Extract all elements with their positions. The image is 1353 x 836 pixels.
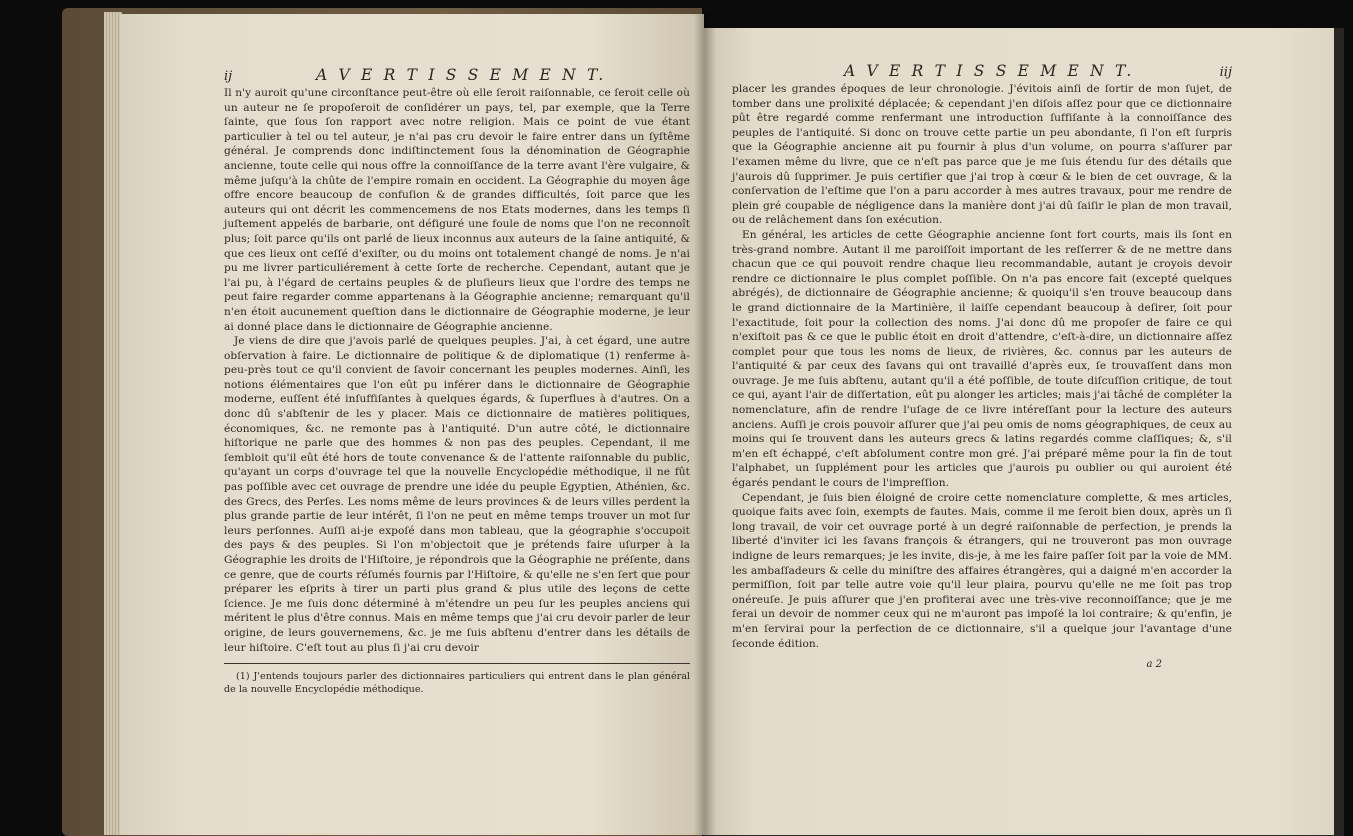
left-page bbox=[120, 14, 704, 835]
right-running-title: A V E R T I S S E M E N T. bbox=[844, 62, 1135, 80]
right-page bbox=[704, 28, 1334, 835]
right-paragraph-3: Cependant, je ſuis bien éloigné de croire cette nomenclature complette, & mes articles, quoique faits avec ſoin, exempts de fautes. Mais, comme il me ſeroit bien doux, après un ſi long travail, de voir cet ouvrage porté à un degré raiſonnable de perfection, je prends la liberté d'inviter ici les ſavans françois & étrangers, qui ne trouveront pas mon ouvrage indigne de leurs remarques; je les invite, dis-je, à me les faire paſſer ſoit par la voie de MM. les ambaſſadeurs & celle du miniſtre des affaires étrangères, qui a daigné m'en accorder la permiſſion, ſoit par telle autre voie qu'il leur plaira, pourvu qu'elle ne me ſoit pas trop onéreuſe. Je puis aſſurer que j'en profiterai avec une très-vive reconnoiſſance; que je me ferai un devoir de nommer ceux qui ne m'auront pas impoſé la loi contraire; & qu'enfin, je m'en ſervirai pour la perfection de ce dictionnaire, s'il a quelque jour l'avantage d'une ſeconde édition. bbox=[732, 491, 1232, 650]
right-paragraph-1: placer les grandes époques de leur chronologie. J'évitois ainſi de ſortir de mon ſujet, de tomber dans une prolixité déplacée; & cependant j'en diſois aſſez pour que ce dictionnaire pût être regardé comme renfermant une introduction ſuffiſante à la connoiſſance des peuples de l'antiquité. Si donc on trouve cette partie un peu abondante, ſi l'on eſt ſurpris que la Géographie ancienne ait pu fournir à plus d'un volume, on pourra s'aſſurer par l'examen même du livre, que ce n'eſt pas parce que je me ſuis étendu ſur des détails que j'aurois dû ſupprimer. Je puis certifier que j'ai trop à cœur & le bien de cet ouvrage, & la conſervation de l'eſtime que l'on a paru accorder à mes autres travaux, pour me rendre de plein gré coupable de négligence dans la manière dont j'ai dû ſaiſir le plan de mon travail, ou de relâchement dans ſon exécution. bbox=[732, 83, 1232, 227]
signature-mark: a 2 bbox=[1146, 659, 1162, 671]
book-gutter bbox=[694, 14, 716, 835]
left-paragraph-2: Je viens de dire que j'avois parlé de quelques peuples. J'ai, à cet égard, une autre obſervation à faire. Le dictionnaire de politique & de diplomatique (1) renferme à-peu-près tout ce qu'il convient de ſavoir concernant les peuples modernes. Ainſi, les notions élémentaires que l'on eût pu inférer dans le dictionnaire de Géographie moderne, euſſent été inſuffiſantes à quelques égards, & ſuperflues à d'autres. On a donc dû s'abſtenir de les y placer. Mais ce dictionnaire de matières politiques, économiques, &c. ne remonte pas à l'antiquité. D'un autre côté, le dictionnaire hiſtorique ne parle que des hommes & non pas des peuples. Cependant, il me ſembloit qu'il eût été hors de toute convenance & de l'attente raiſonnable du public, qu'ayant un corps d'ouvrage tel que la nouvelle Encyclopédie méthodique, il ne fût pas poſſible avec cet ouvrage de prendre une idée du peuple Egyptien, Athénien, &c. des Grecs, des Perſes. Les noms même de leurs provinces & de leurs villes perdent la plus grande partie de leur intérêt, ſi l'on ne peut en même temps trouver un mot ſur leurs perſonnes. Auſſi ai-je expoſé dans mon tableau, que la géographie s'occupoit des pays & des peuples. Si l'on m'objectoit que je prétends faire uſurper à la Géographie les droits de l'Hiſtoire, je répondrois que la Géographie ne préſente, dans ce genre, que de courts réſumés fournis par l'Hiſtoire, & qu'elle ne s'en ſert que pour préparer les eſprits à tirer un parti plus grand & plus utile des leçons de cette ſcience. Je me ſuis donc déterminé à m'étendre un peu ſur les peuples anciens qui méritent le plus d'être connus. Mais en même temps que j'ai cru devoir parler de leur origine, de leurs gouvernemens, &c. je me ſuis abſtenu d'entrer dans les détails de leur hiſtoire. C'eſt tout au plus ſi j'ai cru devoir bbox=[224, 335, 690, 654]
left-footnote: (1) J'entends toujours parler des dictionnaires particuliers qui entrent dans le plan général de la nouvelle Encyclopédie méthodique. bbox=[224, 671, 690, 696]
left-running-head bbox=[224, 66, 690, 84]
left-running-title: A V E R T I S S E M E N T. bbox=[316, 66, 607, 84]
left-page-number: ij bbox=[224, 69, 233, 84]
left-paragraph-1: Il n'y auroit qu'une circonſtance peut-être où elle ſeroit raiſonnable, ce ſeroit celle où un auteur ne ſe propoſeroit de conſidérer un pays, tel, par exemple, que la Terre ſainte, que ſous ſon rapport avec notre religion. Mais ce point de vue étant particulier à tel ou tel auteur, je n'ai pas cru devoir le faire entrer dans un ſyſtême général. Je comprends donc indiſtinctement ſous la dénomination de Géographie ancienne, toute celle qui nous offre la connoiſſance de la terre avant l'ère vulgaire, & même juſqu'à la chûte de l'empire romain en occident. La Géographie du moyen âge offre encore beaucoup de confuſion & de grandes difficultés, ſoit parce que les auteurs qui ont décrit les commencemens de nos Etats modernes, dans les temps ſi juſtement appelés de barbarie, ont défiguré une foule de noms que l'on ne reconnoît plus; ſoit parce qu'ils ont parlé de lieux inconnus aux auteurs de la ſaine antiquité, & que ces lieux ont ceſſé d'exiſter, ou du moins ont totalement changé de noms. Je n'ai pu me livrer particuliérement à cette ſorte de recherche. Cependant, autant que je l'ai pu, à l'égard de certains peuples & de pluſieurs lieux que l'ordre des temps ne peut faire regarder comme appartenans à la Géographie ancienne; remarquant qu'il n'en étoit aucunement queſtion dans le dictionnaire de Géographie moderne, je leur ai donné place dans le dictionnaire de Géographie ancienne. bbox=[224, 87, 690, 333]
right-page-number: iij bbox=[1219, 65, 1232, 80]
right-paragraph-2: En général, les articles de cette Géographie ancienne ſont fort courts, mais ils ſont en très-grand nombre. Autant il me paroiſſoit important de les reſſerrer & de ne mettre dans chacun que ce qui pouvoit rendre chaque lieu recommandable, autant je croyois devoir rendre ce dictionnaire le plus complet poſſible. On n'a pas encore fait (excepté quelques abrégés), de dictionnaire de Géographie ancienne; & quoiqu'il s'en trouve beaucoup dans le grand dictionnaire de la Martinière, il laiſſe cependant beaucoup à deſirer, ſoit pour l'exactitude, ſoit pour la collection des noms. J'ai donc dû me propoſer de faire ce qui n'exiſtoit pas & ce que le public étoit en droit d'attendre, c'eſt-à-dire, un dictionnaire aſſez complet pour que tous les noms de lieux, de rivières, &c. connus par les auteurs de l'antiquité & par ceux des ſavans qui ont travaillé d'après eux, ſe trouvaſſent dans mon ouvrage. Je me ſuis abſtenu, autant qu'il a été poſſible, de toute diſcuſſion critique, de tout ce qui, ayant l'air de diſſertation, eût pu alonger les articles; mais j'ai tâché de compléter la nomenclature, afin de rendre l'uſage de ce livre intéreſſant pour la lecture des auteurs anciens. Auſſi je crois pouvoir aſſurer que j'ai peu omis de noms géographiques, de ceux au moins qui ſe trouvent dans les auteurs grecs & latins regardés comme claſſiques; &, s'il m'en eſt échappé, c'eſt abſolument contre mon gré. J'ai préparé même pour la fin de tout l'alphabet, un ſupplément pour les articles que j'aurois pu oublier ou qui auroient été égarés pendant le cours de l'impreſſion. bbox=[732, 228, 1232, 490]
footnote-rule bbox=[224, 663, 690, 664]
right-body-text bbox=[732, 82, 1232, 651]
left-body-text bbox=[224, 86, 690, 655]
right-running-head bbox=[732, 62, 1232, 80]
